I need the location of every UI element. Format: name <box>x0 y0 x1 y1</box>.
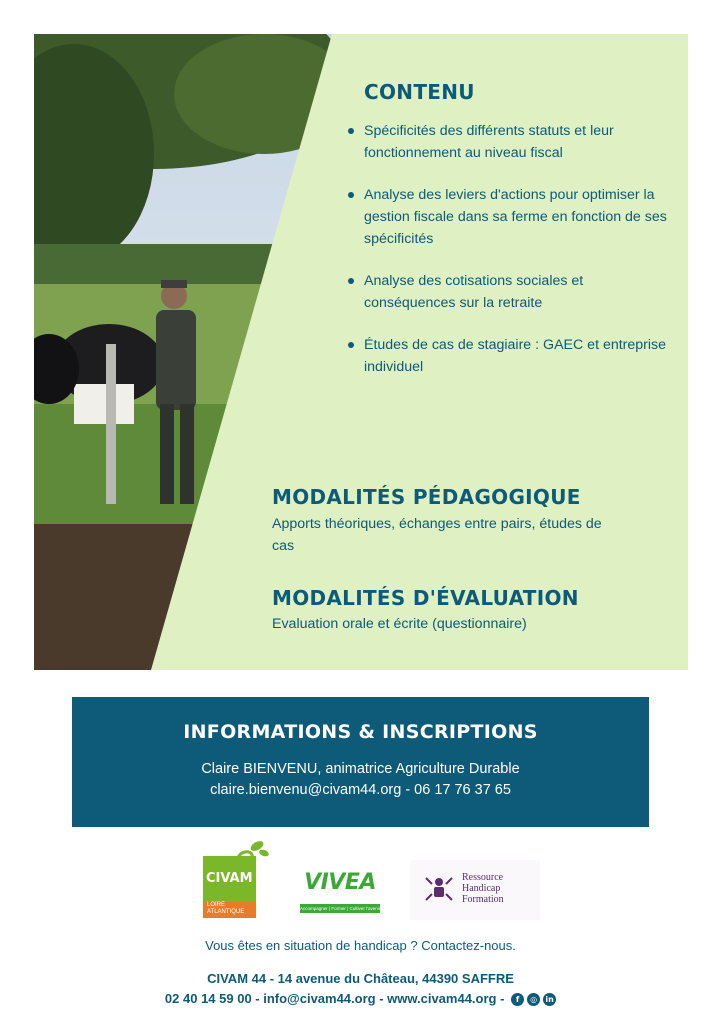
list-item: Spécificités des différents statuts et leur fonctionnement au niveau fiscal <box>348 120 678 164</box>
contact-name: Claire BIENVENU, animatrice Agriculture Durable <box>201 761 520 777</box>
info-box <box>72 697 649 827</box>
civam-logo-sub: LOIRE ATLANTIQUE <box>203 902 256 918</box>
pedagogique-heading: MODALITÉS PÉDAGOGIQUE <box>272 485 581 509</box>
civam-logo-word: CIVAM <box>206 871 253 886</box>
list-item: Études de cas de stagiaire : GAEC et entreprise individuel <box>348 334 678 378</box>
rhf-logo <box>410 860 540 920</box>
pedagogique-text: Apports théoriques, échanges entre pairs, études de cas <box>272 516 602 554</box>
top-panel <box>34 34 688 670</box>
rhf-line: Ressource <box>462 872 504 883</box>
partner-logos <box>0 838 721 928</box>
vivea-logo <box>300 870 380 916</box>
handicap-note: Vous êtes en situation de handicap ? Contactez-nous. <box>205 938 516 953</box>
vivea-logo-tagline: Accompagner | Former | Cultiver l'avenir <box>300 906 380 911</box>
facebook-icon[interactable]: f <box>511 993 524 1006</box>
footer-address: CIVAM 44 - 14 avenue du Château, 44390 SAFFRE <box>207 971 514 986</box>
evaluation-heading: MODALITÉS D'ÉVALUATION <box>272 586 579 610</box>
rhf-logo-text <box>462 872 542 905</box>
evaluation-text: Evaluation orale et écrite (questionnaire) <box>272 616 527 632</box>
linkedin-icon[interactable]: in <box>543 993 556 1006</box>
footer-contacts <box>0 991 721 1006</box>
civam-logo <box>203 856 256 918</box>
rhf-line: Formation <box>462 894 504 905</box>
vivea-logo-word: VIVEA <box>304 870 376 895</box>
contenu-heading: CONTENU <box>364 80 475 104</box>
list-item: Analyse des cotisations sociales et conséquences sur la retraite <box>348 270 678 314</box>
instagram-icon[interactable]: ◎ <box>527 993 540 1006</box>
rhf-line: Handicap <box>462 883 501 894</box>
info-heading: INFORMATIONS & INSCRIPTIONS <box>183 721 538 743</box>
footer-contacts-text[interactable]: 02 40 14 59 00 - info@civam44.org - www.civam44.org - <box>164 991 505 1006</box>
contact-details[interactable]: claire.bienvenu@civam44.org - 06 17 76 37 65 <box>210 782 511 798</box>
people-icon <box>424 874 454 904</box>
contenu-list <box>348 120 678 398</box>
list-item: Analyse des leviers d'actions pour optimiser la gestion fiscale dans sa ferme en fonction de ses spécificités <box>348 184 678 250</box>
